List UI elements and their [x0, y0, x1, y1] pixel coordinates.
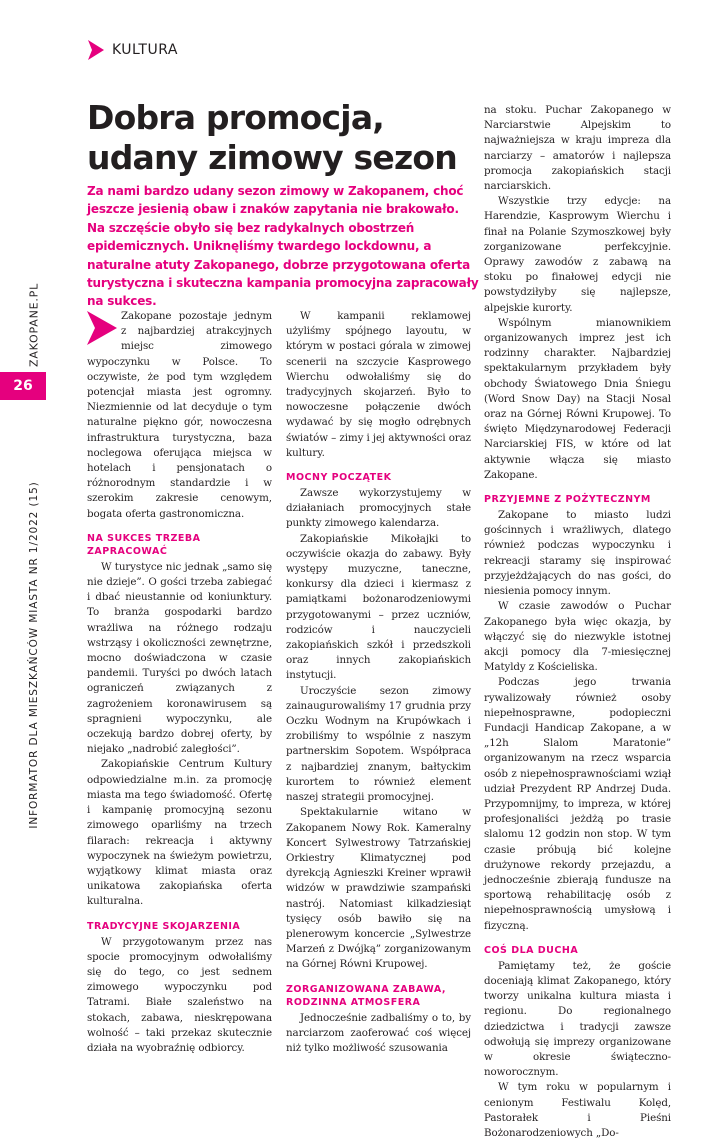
- page-number-badge: 26: [0, 372, 46, 400]
- subheading: NA SUKCES TRZEBA ZAPRACOWAĆ: [87, 532, 201, 557]
- publication-info: INFORMATOR DLA MIESZKAŃCÓW MIASTA NR 1/2022 (15): [28, 481, 40, 829]
- subheading: ZORGANIZOWANA ZABAWA, RODZINNA ATMOSFERA: [286, 983, 446, 1008]
- sidebar-site: [27, 282, 41, 368]
- paragraph: Jednocześnie zadbaliśmy o to, by narciarzom zaoferować coś więcej niż tylko możliwość szusowania: [286, 1011, 471, 1054]
- column-3: [484, 103, 671, 1141]
- paragraph: Zakopane to miasto ludzi gościnnych i wrażliwych, dlatego również podczas wypoczynku i rekreacji staramy się inspirować przyjeżdżających do nas gości, do niesienia pomocy innym.: [484, 509, 671, 598]
- subheading: MOCNY POCZĄTEK: [286, 472, 392, 484]
- sidebar-info: [27, 404, 41, 906]
- article-lead: Za nami bardzo udany sezon zimowy w Zakopanem, choć jeszcze jesienią obaw i znaków zapytania nie brakowało. Na szczęście obyło się bez radykalnych obostrzeń epidemicznych. Uniknęliśmy twardego lockdownu, a naturalne atuty Zakopanego, dobrze przygotowana oferta turystyczna i skuteczna kampania promocyjna zapracowały na sukces.: [87, 184, 479, 309]
- column-2: [286, 309, 471, 1056]
- paragraph: Pamiętamy też, że goście doceniają klimat Zakopanego, który tworzy unikalna kultura miasta i regionu. Do regionalnego dziedzictwa i tradycji zawsze odwołują się imprezy organizowane w okresie świąteczno-noworocznym.: [484, 959, 671, 1079]
- paragraph: Wspólnym mianownikiem organizowanych imprez jest ich rodzinny charakter. Najbardziej spektakularnym przykładem były obchody Światowego Dnia Śniegu (Word Snow Day) na Stacji Nosal oraz na Górnej Równi Krupowej. To święto Międzynarodowej Federacji Narciarskiej FIS, w które od lat aktywnie włącza się miasto Zakopane.: [484, 316, 671, 481]
- paragraph: Podczas jego trwania rywalizowały również osoby niepełnosprawne, podopieczni Fundacji Handicap Zakopane, a w „12h Slalom Maratonie” organizowanym na rzecz wsparcia osób z niepełnosprawnościami wziął udział Prezydent RP Andrzej Duda. Przypomnijmy, to impreza, w której profesjonaliści jeżdżą po trasie slalomu 12 godzin non stop. W tym czasie próbują bić kolejne drużynowe rekordy przejazdu, a jednocześnie zbierają fundusze na sportową rehabilitację osób z niepełnosprawnością umysłową i fizyczną.: [484, 676, 671, 932]
- subheading: COŚ DLA DUCHA: [484, 944, 579, 956]
- paragraph: Zakopane pozostaje jednym z najbardziej atrakcyjnych miejsc zimowego wypoczynku w Polsce. To oczywiste, że pod tym względem potencjał miasta jest ogromny. Niezmiennie od lat decyduje o tym naturalne piękno gór, nowoczesna infrastruktura turystyczna, baza noclegowa oferująca miejsca w hotelach i pensjonatach o różnorodnym standardzie i w szerokim zakresie cenowym, bogata oferta gastronomiczna.: [87, 310, 272, 520]
- title-line-1: Dobra promocja,: [87, 98, 385, 137]
- paragraph: na stoku. Puchar Zakopanego w Narciarstwie Alpejskim to najważniejsza w kraju impreza dla narciarzy – amatorów i najlepsza promocja zakopiańskich stacji narciarskich.: [484, 104, 671, 193]
- site-name: ZAKOPANE.PL: [27, 282, 41, 368]
- column-1: [87, 309, 272, 1056]
- paragraph: W tym roku w popularnym i cenionym Festiwalu Kolęd, Pastorałek i Pieśni Bożonarodzeniowych „Do-: [484, 1081, 671, 1139]
- paragraph: Wszystkie trzy edycje: na Harendzie, Kasprowym Wierchu i finał na Polanie Szymoszkowej były zorganizowane perfekcyjnie. Oprawy zawodów z zabawą na stoku po finałowej edycji nie powstydziłyby się najlepsze, alpejskie kurorty.: [484, 195, 671, 314]
- paragraph: Zawsze wykorzystujemy w działaniach promocyjnych stałe punkty zimowego kalendarza.: [286, 487, 471, 530]
- title-line-2: udany zimowy sezon: [87, 138, 457, 177]
- section-header: [88, 38, 178, 62]
- subheading: TRADYCYJNE SKOJARZENIA: [87, 920, 241, 932]
- paragraph: W turystyce nic jednak „samo się nie dzieje”. O gości trzeba zabiegać i dbać nieustannie od koniunktury. To branża gospodarki bardzo wrażliwa na różnego rodzaju wstrząsy i okoliczności zewnętrzne, mocno doświadczona w czasie pandemii. Turyści po dwóch latach ograniczeń związanych z zagrożeniem koronawirusem są spragnieni wypoczynku, ale oczekują bardzo dobrej oferty, by niejako „nadrobić zaległości”.: [87, 560, 272, 756]
- paragraph: W czasie zawodów o Puchar Zakopanego była więc okazja, by włączyć się do niezwykle istotnej akcji pomocy dla 7-miesięcznej Matyldy z Kościeliska.: [484, 600, 671, 674]
- section-label: KULTURA: [112, 42, 178, 58]
- drop-arrow-icon: [87, 311, 117, 345]
- paragraph: Uroczyście sezon zimowy zainaugurowaliśmy 17 grudnia przy Oczku Wodnym na Krupówkach i zrobiliśmy to wspólnie z naszym partnerskim Sopotem. Współpraca z najbardziej znanym, bałtyckim kurortem to również element naszej strategii promocyjnej.: [286, 684, 471, 804]
- chevron-right-icon: [88, 40, 104, 60]
- paragraph: W przygotowanym przez nas spocie promocyjnym odwołaliśmy się do tego, co jest sednem zimowego wypoczynku pod Tatrami. Białe szaleństwo na stokach, zabawa, nieskrępowana wolność – taki przekaz skutecznie działa na wyobraźnię odbiorcy.: [87, 935, 272, 1054]
- paragraph: W kampanii reklamowej użyliśmy spójnego layoutu, w którym w postaci górala w zimowej scenerii na szczycie Kasprowego Wierchu odwołaliśmy się do tradycyjnych skojarzeń. Było to nowoczesne połączenie dwóch wydawać by się mogło odrębnych światów – zimy i jej aktywności oraz kultury.: [286, 310, 471, 459]
- paragraph: Zakopiańskie Mikołajki to oczywiście okazja do zabawy. Były występy muzyczne, taneczne, konkursy dla dzieci i kiermasz z pamiątkami bożonarodzeniowymi przygotowanymi – przez uczniów, rodziców i nauczycieli zakopiańskich szkół i przedszkoli oraz innych zakopiańskich instytucji.: [286, 532, 471, 682]
- subheading: PRZYJEMNE Z POŻYTECZNYM: [484, 494, 651, 506]
- paragraph: Zakopiańskie Centrum Kultury odpowiedzialne m.in. za promocję miasta ma tego świadomość. Ofertę i kampanię promocyjną sezonu zimowego oparliśmy na trzech filarach: rekreacja i aktywny wypoczynek na świeżym powietrzu, wyjątkowy klimat miasta oraz unikatowa zakopiańska oferta kulturalna.: [87, 758, 272, 908]
- article-title: [87, 98, 479, 178]
- paragraph: Spektakularnie witano w Zakopanem Nowy Rok. Kameralny Koncert Sylwestrowy Tatrzańskiej Orkiestry Klimatycznej pod dyrekcją Agnieszki Kreiner wprawił widzów w prawdziwie szampański nastrój. Natomiast kilkadziesiąt tysięcy osób bawiło się na plenerowym koncercie „Sylwestrze Marzeń z Dwójką” zorganizowanym na Górnej Równi Krupowej.: [286, 806, 471, 971]
